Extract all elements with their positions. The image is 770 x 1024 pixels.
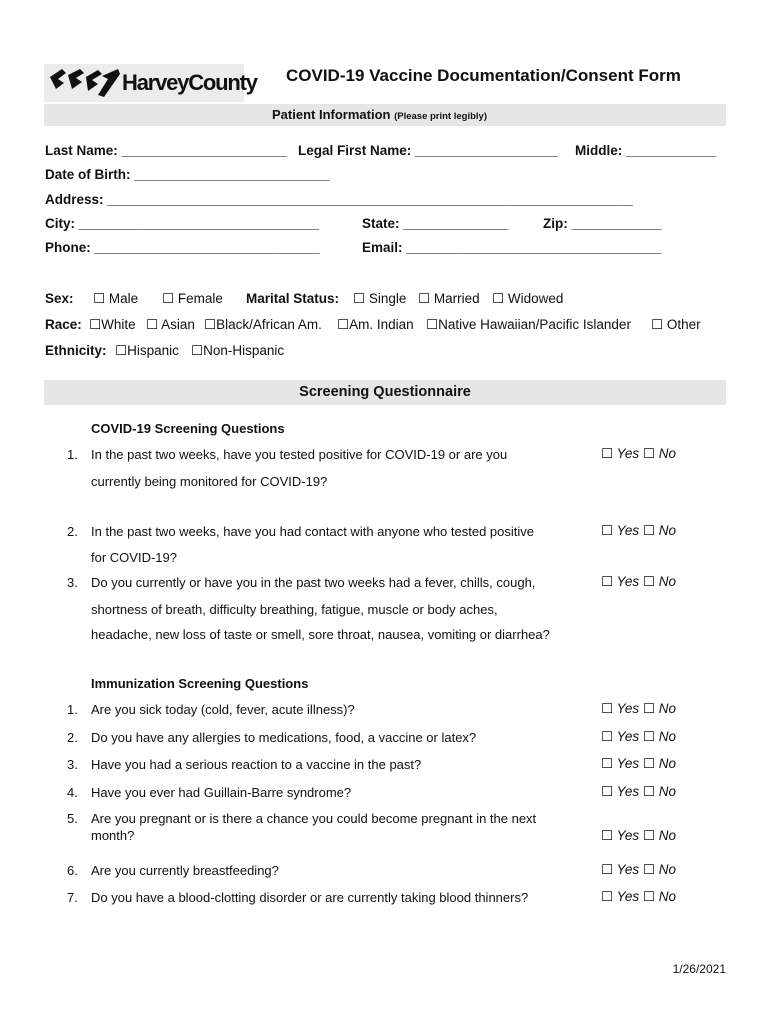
covid-q3-text: Do you currently or have you in the past two weeks had a fever, chills, cough, [91,575,536,590]
covid-q3-text: headache, new loss of taste or smell, sore throat, nausea, vomiting or diarrhea? [91,627,550,642]
ethnicity-label: Ethnicity: [45,343,107,358]
covid-q2-number: 2. [67,524,78,539]
sex-female-checkbox[interactable]: ☐ Female [162,291,223,306]
middle-name-field[interactable]: Middle: ____________ [575,143,717,158]
imm-q3-answer[interactable] [601,756,676,772]
imm-q3-number: 3. [67,757,78,772]
yes-checkbox[interactable]: ☐ Yes [601,523,640,538]
race-other-checkbox[interactable]: ☐ Other [651,317,701,332]
imm-q7-number: 7. [67,890,78,905]
phone-field[interactable]: Phone: ______________________________ [45,240,320,255]
address-field[interactable]: Address: ______________________________________________________________________ [45,192,633,207]
sex-male-checkbox[interactable]: ☐ Male [93,291,139,306]
patient-info-title: Patient Information [272,107,391,122]
email-field[interactable]: Email: __________________________________ [362,240,662,255]
no-checkbox[interactable]: ☐ No [642,701,677,716]
yes-checkbox[interactable]: ☐ Yes [601,729,640,744]
no-checkbox[interactable]: ☐ No [642,784,677,799]
imm-q7-text: Do you have a blood-clotting disorder or are currently taking blood thinners? [91,890,529,905]
covid-q1-answer[interactable] [601,446,676,462]
no-checkbox[interactable]: ☐ No [642,862,677,877]
covid-q2-text: for COVID-19? [91,550,177,565]
race-black-checkbox[interactable]: ☐Black/African Am. [204,317,322,332]
yes-checkbox[interactable]: ☐ Yes [601,784,640,799]
marital-single-checkbox[interactable]: ☐ Single [353,291,407,306]
covid-q3-answer[interactable] [601,574,676,590]
covid-q1-text: In the past two weeks, have you tested positive for COVID-19 or are you [91,447,508,462]
race-label: Race: [45,317,82,332]
zip-field[interactable]: Zip: ____________ [543,216,662,231]
imm-q1-answer[interactable] [601,701,676,717]
imm-q2-number: 2. [67,730,78,745]
imm-q6-number: 6. [67,863,78,878]
sex-label: Sex: [45,291,74,306]
no-checkbox[interactable]: ☐ No [642,446,677,461]
last-name-field[interactable]: Last Name: ______________________ [45,143,287,158]
harvey-county-logo [44,64,257,102]
form-title: COVID-19 Vaccine Documentation/Consent Form [286,66,681,85]
race-white-checkbox[interactable]: ☐White [89,317,136,332]
yes-checkbox[interactable]: ☐ Yes [601,446,640,461]
patient-info-note: (Please print legibly) [394,111,487,122]
covid-q1-text: currently being monitored for COVID-19? [91,474,328,489]
imm-q5-answer[interactable] [601,828,676,844]
race-am-indian-checkbox[interactable]: ☐Am. Indian [337,317,414,332]
imm-q1-number: 1. [67,702,78,717]
imm-q5-text: month? [91,828,135,843]
imm-q5-number: 5. [67,811,78,826]
marital-widowed-checkbox[interactable]: ☐ Widowed [492,291,564,306]
footer-date: 1/26/2021 [672,962,726,976]
imm-q5-text: Are you pregnant or is there a chance you could become pregnant in the next [91,811,537,826]
covid-q3-text: shortness of breath, difficulty breathing, fatigue, muscle or body aches, [91,602,498,617]
yes-checkbox[interactable]: ☐ Yes [601,862,640,877]
logo-text: HarveyCounty [122,70,257,95]
imm-q3-text: Have you had a serious reaction to a vaccine in the past? [91,757,422,772]
no-checkbox[interactable]: ☐ No [642,574,677,589]
no-checkbox[interactable]: ☐ No [642,756,677,771]
no-checkbox[interactable]: ☐ No [642,828,677,843]
race-asian-checkbox[interactable]: ☐ Asian [146,317,195,332]
yes-checkbox[interactable]: ☐ Yes [601,889,640,904]
imm-q6-answer[interactable] [601,862,676,878]
covid-q2-answer[interactable] [601,523,676,539]
yes-checkbox[interactable]: ☐ Yes [601,828,640,843]
no-checkbox[interactable]: ☐ No [642,729,677,744]
city-field[interactable]: City: ________________________________ [45,216,320,231]
ethnicity-non-hispanic-checkbox[interactable]: ☐Non-Hispanic [191,343,285,358]
yes-checkbox[interactable]: ☐ Yes [601,574,640,589]
covid-q1-number: 1. [67,447,78,462]
yes-checkbox[interactable]: ☐ Yes [601,701,640,716]
screening-header [44,380,726,405]
patient-info-header [44,104,726,126]
marital-status-label: Marital Status: [246,291,340,306]
imm-q4-text: Have you ever had Guillain-Barre syndrome? [91,785,352,800]
no-checkbox[interactable]: ☐ No [642,523,677,538]
ethnicity-hispanic-checkbox[interactable]: ☐Hispanic [115,343,179,358]
covid-q3-number: 3. [67,575,78,590]
imm-q4-answer[interactable] [601,784,676,800]
no-checkbox[interactable]: ☐ No [642,889,677,904]
imm-q2-answer[interactable] [601,729,676,745]
imm-q7-answer[interactable] [601,889,676,905]
yes-checkbox[interactable]: ☐ Yes [601,756,640,771]
covid-questions-heading: COVID-19 Screening Questions [91,421,285,436]
marital-married-checkbox[interactable]: ☐ Married [418,291,480,306]
first-name-field[interactable]: Legal First Name: ___________________ [298,143,558,158]
logo-mark-icon [48,67,122,99]
state-field[interactable]: State: ______________ [362,216,509,231]
imm-q2-text: Do you have any allergies to medications, food, a vaccine or latex? [91,730,477,745]
imm-q1-text: Are you sick today (cold, fever, acute illness)? [91,702,355,717]
covid-q2-text: In the past two weeks, have you had contact with anyone who tested positive [91,524,534,539]
dob-field[interactable]: Date of Birth: __________________________ [45,167,330,182]
imm-q6-text: Are you currently breastfeeding? [91,863,279,878]
screening-title: Screening Questionnaire [299,384,471,400]
race-pacific-islander-checkbox[interactable]: ☐Native Hawaiian/Pacific Islander [426,317,631,332]
imm-q4-number: 4. [67,785,78,800]
immunization-questions-heading: Immunization Screening Questions [91,676,309,691]
